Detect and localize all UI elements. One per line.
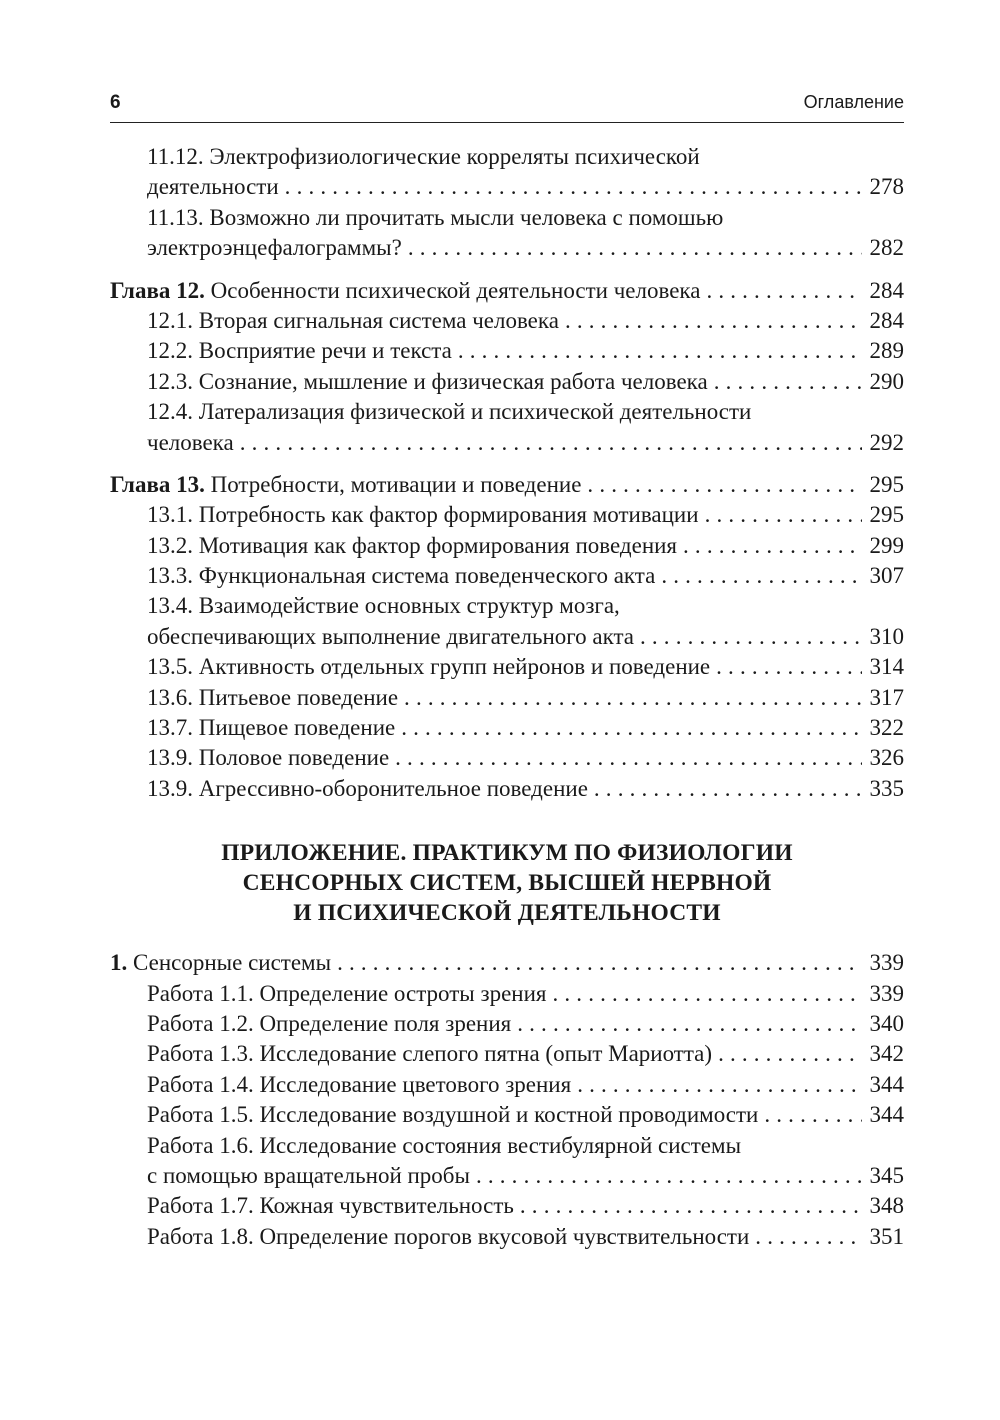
- toc-page-number: 344: [869, 1071, 904, 1097]
- toc-entry-text: 12.4. Латерализация физической и психической деятельности: [147, 399, 752, 425]
- dot-leader: [587, 470, 862, 500]
- toc-entry: [110, 306, 904, 336]
- dot-leader: [240, 428, 862, 458]
- chapter-title: Особенности психической деятельности человека: [210, 277, 701, 303]
- toc-page-number: 299: [869, 532, 904, 558]
- dot-leader: [716, 652, 862, 682]
- dot-leader: [764, 1100, 862, 1130]
- toc-page-number: 335: [869, 775, 904, 801]
- dot-leader: [714, 367, 862, 397]
- dot-leader: [565, 306, 862, 336]
- toc-entry-text: 13.1. Потребность как фактор формирования мотивации: [147, 502, 699, 528]
- part-label: 1.: [110, 950, 128, 976]
- toc-entry-text: Работа 1.7. Кожная чувствительность: [147, 1193, 514, 1219]
- toc-page-number: 282: [869, 235, 904, 261]
- toc-entry-text: 11.13. Возможно ли прочитать мысли человека с помошью: [147, 204, 724, 230]
- toc-entry: [110, 979, 904, 1009]
- toc-entry: [110, 1161, 904, 1191]
- chapter-title: Потребности, мотивации и поведение: [210, 471, 582, 497]
- toc-section-appendix-part-1: [110, 948, 904, 1252]
- toc-page-number: 348: [869, 1193, 904, 1219]
- toc-entry-text: 11.12. Электрофизиологические корреляты психической: [147, 144, 700, 169]
- toc-entry: [110, 336, 904, 366]
- toc-entry: [110, 500, 904, 530]
- toc-page-number: 292: [869, 429, 904, 455]
- chapter-label: Глава 12.: [110, 277, 205, 303]
- toc-entry-text: 12.2. Восприятие речи и текста: [147, 338, 452, 364]
- toc-entry-text: Работа 1.8. Определение порогов вкусовой чувствительности: [147, 1223, 750, 1249]
- toc-entry: [110, 172, 904, 202]
- toc-entry-text: Работа 1.6. Исследование состояния вестибулярной системы: [147, 1132, 742, 1158]
- toc-entry: [110, 367, 904, 397]
- toc-entry: [110, 1222, 904, 1252]
- toc-page-number: 289: [869, 338, 904, 364]
- part-title: Сенсорные системы: [133, 950, 332, 976]
- dot-leader: [520, 1191, 862, 1221]
- toc-page-number: 340: [869, 1010, 904, 1036]
- toc-entry-line: [110, 1131, 904, 1161]
- dot-leader: [476, 1161, 862, 1191]
- toc-entry-text: обеспечивающих выполнение двигательного акта: [147, 623, 634, 649]
- toc-entry-text: 13.3. Функциональная система поведенческого акта: [147, 563, 656, 589]
- toc-page-number: 295: [869, 471, 904, 497]
- toc-entry-line: [110, 203, 904, 233]
- toc-entry-text: 13.7. Пищевое поведение: [147, 715, 396, 741]
- toc-entry-text: 12.1. Вторая сигнальная система человека: [147, 307, 559, 333]
- toc-section-chapter-11: [110, 142, 904, 264]
- toc-entry-text: 13.2. Мотивация как фактор формирования поведения: [147, 532, 678, 558]
- toc-entry-text: человека: [147, 429, 234, 455]
- toc-entry-text: с помощью вращательной пробы: [147, 1162, 470, 1188]
- toc-entry-line: [110, 591, 904, 621]
- table-of-contents: [110, 142, 904, 1252]
- toc-entry-text: Работа 1.5. Исследование воздушной и костной проводимости: [147, 1102, 759, 1128]
- toc-entry: [110, 743, 904, 773]
- toc-entry-text: 13.6. Питьевое поведение: [147, 684, 399, 710]
- dot-leader: [640, 622, 862, 652]
- dot-leader: [517, 1009, 862, 1039]
- toc-page-number: 326: [869, 745, 904, 771]
- dot-leader: [718, 1039, 862, 1069]
- toc-page-number: 290: [869, 368, 904, 394]
- toc-entry: [110, 1191, 904, 1221]
- toc-entry-line: [110, 397, 904, 427]
- toc-chapter-text: [110, 470, 581, 500]
- toc-page-number: 345: [869, 1162, 904, 1188]
- toc-entry: [110, 622, 904, 652]
- toc-page-number: 342: [869, 1041, 904, 1067]
- toc-page-number: 351: [869, 1223, 904, 1249]
- toc-page-number: 284: [869, 277, 904, 303]
- toc-chapter-text: [110, 948, 331, 978]
- dot-leader: [395, 743, 862, 773]
- toc-page-number: 317: [869, 684, 904, 710]
- dot-leader: [661, 561, 862, 591]
- appendix-title-line: ПРИЛОЖЕНИЕ. ПРАКТИКУМ ПО ФИЗИОЛОГИИ: [221, 840, 793, 867]
- dot-leader: [553, 979, 863, 1009]
- toc-entry-line: [110, 142, 904, 172]
- dot-leader: [683, 531, 862, 561]
- dot-leader: [285, 172, 862, 202]
- dot-leader: [577, 1070, 862, 1100]
- toc-entry: [110, 1009, 904, 1039]
- toc-page-number: 314: [869, 654, 904, 680]
- dot-leader: [337, 948, 862, 978]
- dot-leader: [705, 500, 862, 530]
- toc-entry-text: Работа 1.4. Исследование цветового зрения: [147, 1071, 572, 1097]
- toc-entry-text: Работа 1.3. Исследование слепого пятна (опыт Мариотта): [147, 1041, 713, 1067]
- toc-page-number: 344: [869, 1102, 904, 1128]
- appendix-title-line: СЕНСОРНЫХ СИСТЕМ, ВЫСШЕЙ НЕРВНОЙ: [242, 870, 772, 897]
- toc-page-number: 278: [869, 174, 904, 200]
- toc-entry-text: деятельности: [147, 174, 279, 200]
- chapter-label: Глава 13.: [110, 471, 205, 497]
- appendix-heading: [110, 838, 904, 928]
- toc-page-number: 339: [869, 950, 904, 976]
- toc-entry: [110, 1070, 904, 1100]
- toc-entry: [110, 561, 904, 591]
- dot-leader: [706, 276, 862, 306]
- toc-page-number: 322: [869, 715, 904, 741]
- page-number: 6: [110, 92, 121, 113]
- toc-entry: [110, 652, 904, 682]
- toc-entry-text: 13.9. Агрессивно-оборонительное поведение: [147, 775, 588, 801]
- toc-entry: [110, 531, 904, 561]
- toc-entry: [110, 1100, 904, 1130]
- toc-entry-text: 13.5. Активность отдельных групп нейронов и поведение: [147, 654, 711, 680]
- appendix-title-line: И ПСИХИЧЕСКОЙ ДЕЯТЕЛЬНОСТИ: [293, 900, 721, 927]
- toc-chapter-text: [110, 276, 700, 306]
- toc-entry-text: Работа 1.1. Определение остроты зрения: [147, 980, 547, 1006]
- dot-leader: [755, 1222, 862, 1252]
- toc-entry: [110, 428, 904, 458]
- toc-page-number: 339: [869, 980, 904, 1006]
- toc-entry: [110, 233, 904, 263]
- dot-leader: [408, 233, 862, 263]
- toc-entry-text: 13.9. Половое поведение: [147, 745, 390, 771]
- toc-page-number: 307: [869, 563, 904, 589]
- dot-leader: [594, 774, 862, 804]
- toc-section-chapter-13: [110, 470, 904, 804]
- toc-page-number: 295: [869, 502, 904, 528]
- toc-entry: [110, 683, 904, 713]
- running-title: Оглавление: [803, 92, 904, 112]
- toc-entry-text: 12.3. Сознание, мышление и физическая работа человека: [147, 368, 708, 394]
- dot-leader: [404, 683, 862, 713]
- toc-entry: [110, 1039, 904, 1069]
- toc-chapter-entry: [110, 276, 904, 306]
- toc-entry: [110, 713, 904, 743]
- toc-page-number: 284: [869, 307, 904, 333]
- toc-entry-text: Работа 1.2. Определение поля зрения: [147, 1010, 512, 1036]
- toc-page-number: 310: [869, 623, 904, 649]
- toc-section-chapter-12: [110, 276, 904, 458]
- toc-chapter-entry: [110, 470, 904, 500]
- toc-entry-text: 13.4. Взаимодействие основных структур мозга,: [147, 593, 620, 619]
- toc-entry-text: электроэнцефалограммы?: [147, 235, 402, 261]
- dot-leader: [458, 336, 862, 366]
- toc-entry: [110, 774, 904, 804]
- dot-leader: [401, 713, 862, 743]
- page-header: [110, 90, 904, 123]
- toc-chapter-entry: [110, 948, 904, 978]
